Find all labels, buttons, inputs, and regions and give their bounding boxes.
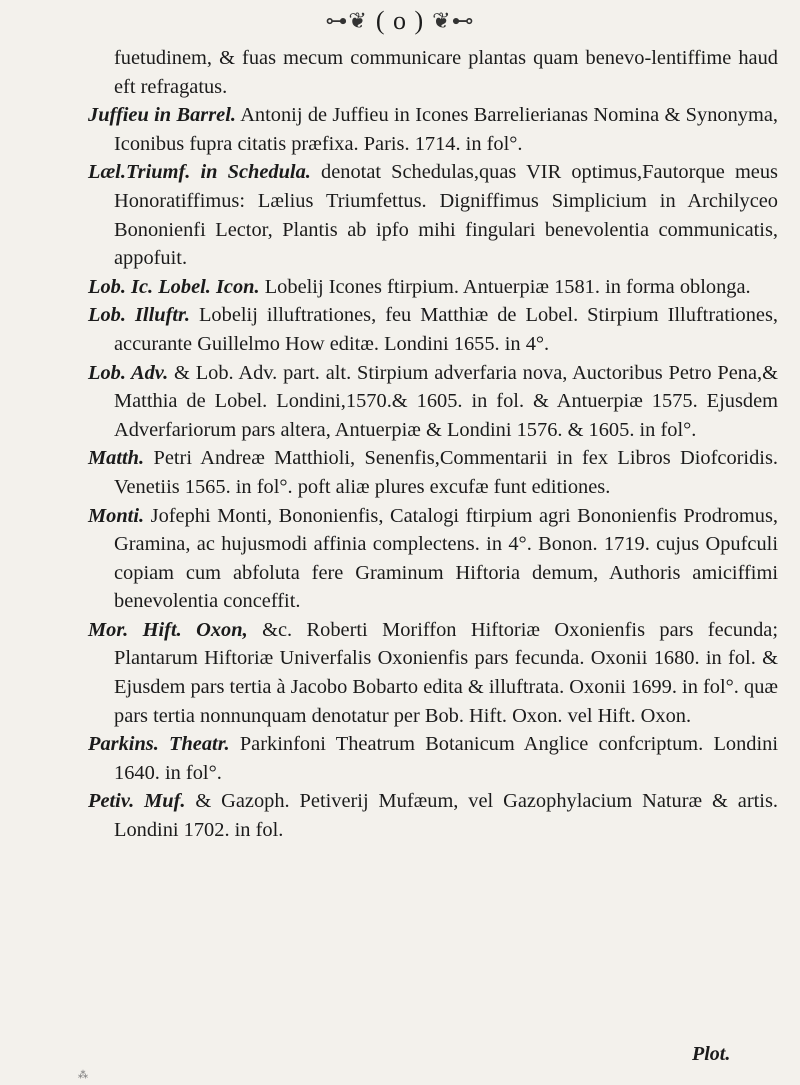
bibliography-entry: [88, 301, 778, 358]
bibliography-entry: [88, 44, 778, 101]
bibliography-entry: [88, 101, 778, 158]
entry-text: Parkinfoni Theatrum Botanicum Anglice confcriptum. Londini 1640. in fol°.: [114, 733, 779, 784]
entry-text: Antonij de Juffieu in Icones Barrelierianas Nomina & Synonyma, Iconibus fupra citatis præfixa. Paris. 1714. in fol°.: [114, 104, 778, 155]
entry-abbreviation: Petiv. Muf.: [88, 790, 186, 813]
entry-text: fuetudinem, & fuas mecum communicare plantas quam benevo-lentiffime haud eft refragatus.: [114, 47, 778, 98]
entry-abbreviation: Juffieu in Barrel.: [88, 104, 236, 127]
page-header: [0, 4, 800, 38]
entry-abbreviation: Lob. Illuftr.: [88, 304, 190, 327]
entry-text: denotat Schedulas,quas VIR optimus,Fautorque meus Honoratiffimus: Lælius Triumfettus. Digniffimus Simplicium in Archilyceo Bononienfi Lector, Plantis ab ipfo mihi fingulari benevolentia communicatis, appofuit.: [114, 161, 778, 270]
entry-abbreviation: Lob. Ic. Lobel. Icon.: [88, 275, 260, 298]
bibliography-entry: [88, 158, 778, 272]
entry-abbreviation: Læl.Triumf. in Schedula.: [88, 161, 311, 184]
catchword: Plot.: [692, 1043, 731, 1065]
bibliography-entry: [88, 616, 778, 730]
entry-text: & Lob. Adv. part. alt. Stirpium adverfaria nova, Auctoribus Petro Pena,& Matthia de Lobel. Londini,1570.& 1605. in fol. & Antuerpiæ 1575. Ejusdem Adverfariorum pars altera, Antuerpiæ & Londini 1576. & 1605. in fol°.: [114, 361, 778, 441]
entry-abbreviation: Parkins. Theatr.: [88, 733, 230, 756]
entry-abbreviation: Monti.: [88, 504, 145, 527]
entry-text: Lobelij Icones ftirpium. Antuerpiæ 1581. in forma oblonga.: [264, 275, 751, 298]
bibliography-entry: [88, 273, 778, 302]
bibliography-entry: [88, 730, 778, 787]
entry-abbreviation: Matth.: [88, 447, 145, 470]
bibliography-entry: [88, 359, 778, 445]
bibliography-list: [88, 44, 778, 845]
bibliography-entry: [88, 787, 778, 844]
entry-text: Lobelij illuftrationes, feu Matthiæ de Lobel. Stirpium Illuftrationes, accurante Guillelmo How editæ. Londini 1655. in 4°.: [114, 304, 778, 355]
bibliography-entry: [88, 502, 778, 616]
signature-mark: ⁂: [78, 1070, 88, 1081]
entry-text: &c. Roberti Moriffon Hiftoriæ Oxonienfis pars fecunda; Plantarum Hiftoriæ Univerfalis Oxonienfis pars fecunda. Oxonii 1680. in fol. & Ejusdem pars tertia à Jacobo Bobarto edita & illuftrata. Oxonii 1699. in fol°. quæ pars tertia nonnunquam denotatur per Bob. Hift. Oxon. vel Hift. Oxon.: [114, 618, 778, 727]
ornament-right-icon: ❦⊷: [432, 8, 475, 33]
entry-abbreviation: Lob. Adv.: [88, 361, 169, 384]
page-number: ( o ): [375, 6, 425, 35]
entry-abbreviation: Mor. Hift. Oxon,: [88, 618, 248, 641]
entry-text: Petri Andreæ Matthioli, Senenfis,Commentarii in fex Libros Diofcoridis. Venetiis 1565. in fol°. poft aliæ plures excufæ funt editiones.: [114, 447, 778, 498]
entry-text: Jofephi Monti, Bononienfis, Catalogi ftirpium agri Bononienfis Prodromus, Gramina, ac hujusmodi affinia complectens. in 4°. Bonon. 1719. cujus Opufculi copiam cum abfoluta fere Graminum Hiftoria demum, Authoris amiciffimi benevolentia conceffit.: [114, 504, 778, 613]
bibliography-entry: [88, 444, 778, 501]
ornament-left-icon: ⊶❦: [325, 8, 368, 33]
entry-text: & Gazoph. Petiverij Mufæum, vel Gazophylacium Naturæ & artis. Londini 1702. in fol.: [114, 790, 778, 842]
